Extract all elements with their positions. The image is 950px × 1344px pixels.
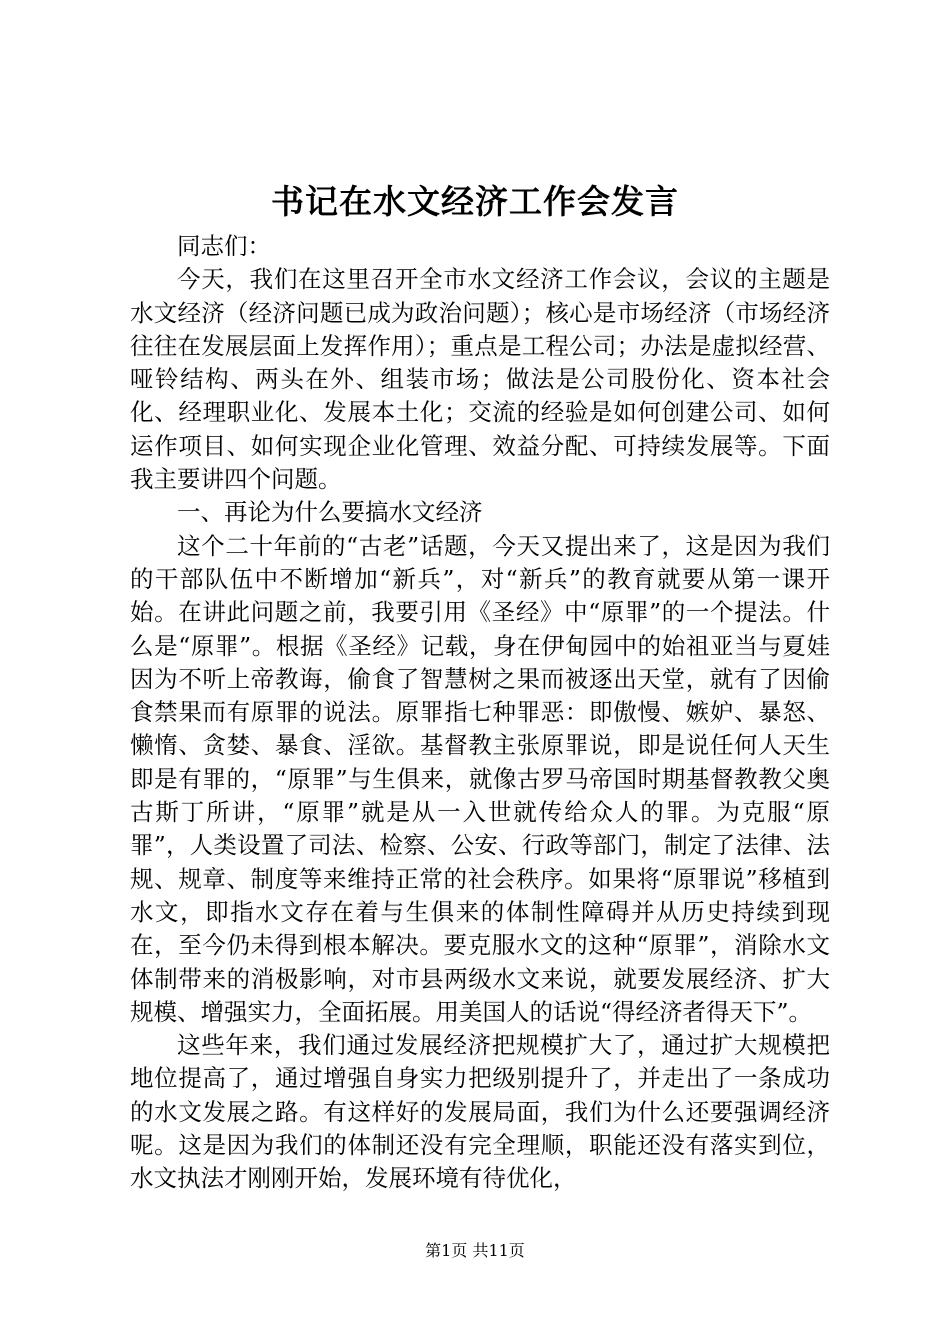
body-paragraph: 这些年来，我们通过发展经济把规模扩大了，通过扩大规模把地位提高了，通过增强自身实力把级别提升了，并走出了一条成功的水文发展之路。有这样好的发展局面，我们为什么还要强调经济呢。这是因为我们的体制还没有完全理顺，职能还没有落实到位，水文执法才刚刚开始，发展环境有待优化， [130,1031,830,1193]
salutation-paragraph: 同志们： [177,232,271,260]
document-title: 书记在水文经济工作会发言 [271,182,679,221]
page-footer: 第1页 共11页 [425,1241,525,1260]
section-heading: 一、再论为什么要搞水文经济 [177,498,483,527]
document-body [130,230,830,1196]
body-paragraph: 这个二十年前的“古老”话题，今天又提出来了，这是因为我们的干部队伍中不断增加“新兵”，对“新兵”的教育就要从第一课开始。在讲此问题之前，我要引用《圣经》中“原罪”的一个提法。什么是“原罪”。根据《圣经》记载，身在伊甸园中的始祖亚当与夏娃因为不听上帝教诲，偷食了智慧树之果而被逐出天堂，就有了因偷食禁果而有原罪的说法。原罪指七种罪恶：即傲慢、嫉妒、暴怒、懒惰、贪婪、暴食、淫欲。基督教主张原罪说，即是说任何人天生即是有罪的，“原罪”与生俱来，就像古罗马帝国时期基督教教父奥古斯丁所讲，“原罪”就是从一入世就传给众人的罪。为克服“原罪”，人类设置了司法、检察、公安、行政等部门，制定了法律、法规、规章、制度等来维持正常的社会秩序。如果将“原罪说”移植到水文，即指水文存在着与生俱来的体制性障碍并从历史持续到现在，至今仍未得到根本解决。要克服水文的这种“原罪”，消除水文体制带来的消极影响，对市县两级水文来说，就要发展经济、扩大规模、增强实力，全面拓展。用美国人的话说“得经济者得天下”。 [130,531,830,1026]
intro-paragraph: 今天，我们在这里召开全市水文经济工作会议，会议的主题是水文经济（经济问题已成为政治问题）；核心是市场经济（市场经济往往在发展层面上发挥作用）；重点是工程公司；办法是虚拟经营、哑铃结构、两头在外、组装市场；做法是公司股份化、资本社会化、经理职业化、发展本土化；交流的经验是如何创建公司、如何运作项目、如何实现企业化管理、效益分配、可持续发展等。下面我主要讲四个问题。 [130,265,830,494]
